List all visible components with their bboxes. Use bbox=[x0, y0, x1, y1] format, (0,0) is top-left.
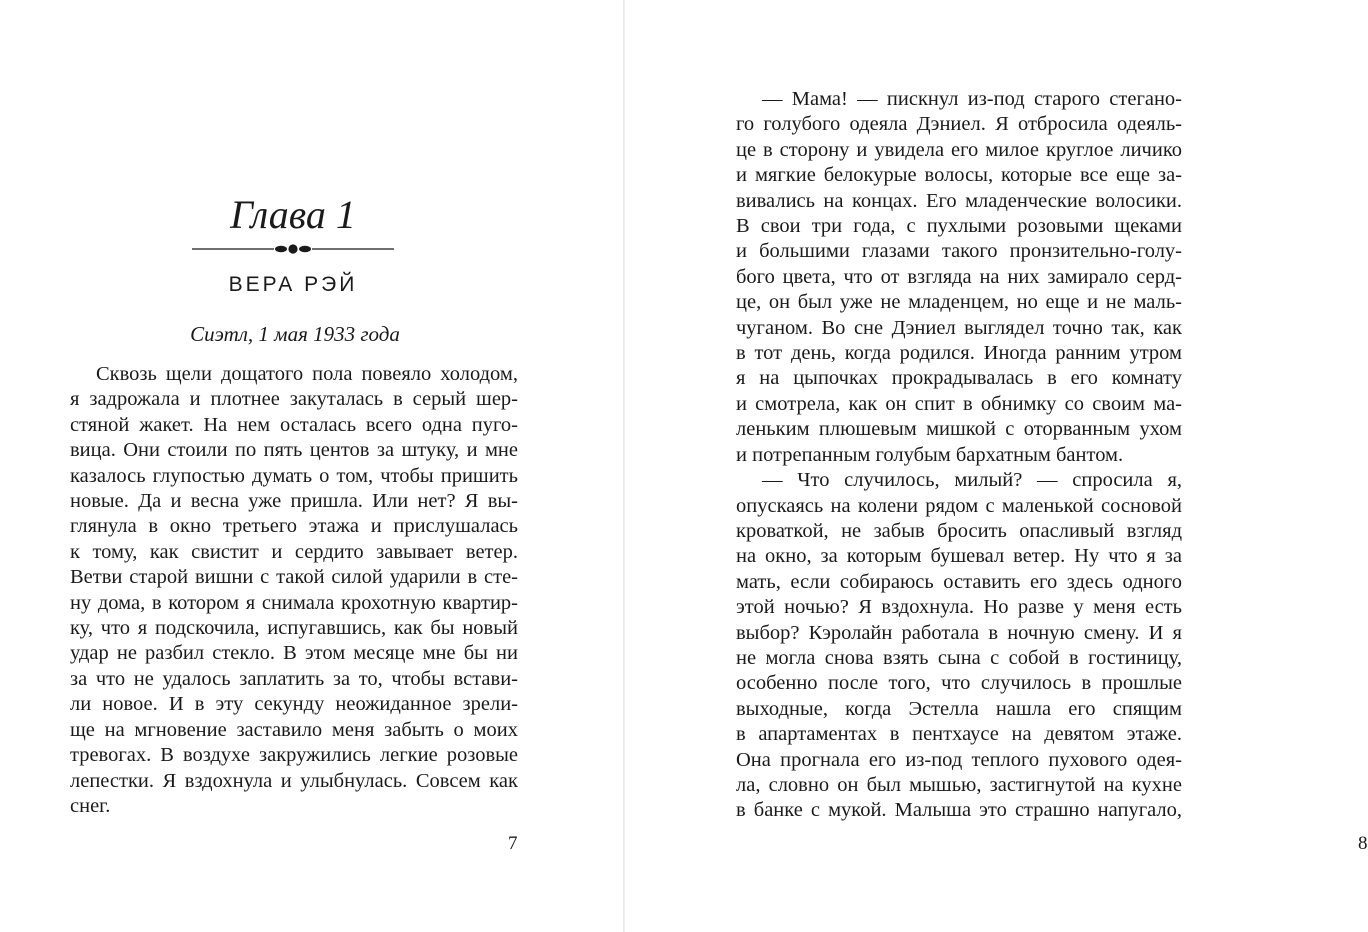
ornament-divider-icon bbox=[190, 240, 396, 258]
chapter-title: Глава 1 bbox=[230, 192, 356, 237]
left-body-text bbox=[70, 362, 518, 819]
text-line: ла, словно он был мышью, застигнутой на кухне bbox=[736, 773, 1182, 796]
text-line: и смотрела, как он спит в обнимку со своим ма- bbox=[736, 392, 1182, 415]
chapter-subtitle: ВЕРА РЭЙ bbox=[228, 273, 358, 296]
text-line: мать, если собираюсь оставить его здесь одного bbox=[736, 570, 1182, 593]
text-line: к тому, как свистит и сердито завывает ветер. bbox=[70, 540, 518, 563]
text-line: глянула в окно третьего этажа и прислушалась bbox=[70, 515, 518, 538]
text-line: го голубого одеяла Дэниел. Я отбросила одеяль- bbox=[736, 113, 1182, 136]
text-line: я задрожала и плотнее закуталась в серый шер- bbox=[70, 388, 518, 411]
text-line: выходные, когда Эстелла нашла его спящим bbox=[736, 697, 1182, 720]
text-line: в тот день, когда родился. Иногда ранним утром bbox=[736, 342, 1182, 365]
text-line: Ветви старой вишни с такой силой ударили в сте- bbox=[70, 566, 518, 589]
left-page bbox=[0, 0, 623, 932]
text-line: на окно, за которым бушевал ветер. Ну что я за bbox=[736, 545, 1182, 568]
text-line: ку, что я подскочила, испугавшись, как бы новый bbox=[70, 617, 518, 640]
text-line: за что не удалось заплатить за то, чтобы встави- bbox=[70, 667, 518, 690]
text-line: новые. Да и весна уже пришла. Или нет? Я вы- bbox=[70, 490, 518, 513]
text-line: особенно после того, что случилось в прошлые bbox=[736, 672, 1182, 695]
text-line: в апартаментах в пентхаусе на девятом этаже. bbox=[736, 723, 1182, 746]
place-date: Сиэтл, 1 мая 1933 года bbox=[190, 322, 400, 346]
text-line: кроваткой, не забыв бросить опасливый взгляд bbox=[736, 519, 1182, 542]
text-line: ну дома, в котором я снимала крохотную квартир- bbox=[70, 591, 518, 614]
text-line: вивались на концах. Его младенческие волосики. bbox=[736, 189, 1182, 212]
text-line: бого цвета, что от взгляда на них замирало серд- bbox=[736, 265, 1182, 288]
text-line: в банке с мукой. Малыша это страшно напугало, bbox=[736, 799, 1182, 822]
text-line: ще на мгновение заставило меня забыть о моих bbox=[70, 718, 518, 741]
text-line: чуганом. Во сне Дэниел выглядел точно так, как bbox=[736, 316, 1182, 339]
text-line: и большими глазами такого пронзительно-голу- bbox=[736, 240, 1182, 263]
text-line: тревогах. В воздухе закружились легкие розовые bbox=[70, 744, 518, 767]
text-line: выбор? Кэролайн работала в ночную смену. И я bbox=[736, 621, 1182, 644]
text-line: этой ночью? Я вздохнула. Но разве у меня есть bbox=[736, 596, 1182, 619]
text-line: ли новое. И в эту секунду неожиданное зрели- bbox=[70, 693, 518, 716]
text-line: — Мама! — пискнул из-под старого стегано- bbox=[762, 88, 1182, 110]
text-line: казалось глупостью думать о том, чтобы пришить bbox=[70, 464, 518, 487]
text-line: Она прогнала его из-под теплого пухового одея- bbox=[736, 748, 1182, 771]
text-line: удар не разбил стекло. В этом месяце мне бы ни bbox=[70, 642, 518, 665]
page-number: 8 bbox=[1358, 833, 1368, 854]
text-line: — Что случилось, милый? — спросила я, bbox=[762, 469, 1182, 492]
text-line: В свои три года, с пухлыми розовыми щеками bbox=[736, 215, 1182, 238]
text-line: я на цыпочках прокрадывалась в его комнату bbox=[736, 367, 1182, 390]
text-line: Сквозь щели дощатого пола повеяло холодом, bbox=[96, 363, 518, 385]
right-body-text bbox=[736, 87, 1182, 824]
text-line: лепестки. Я вздохнула и улыбнулась. Совсем как bbox=[70, 769, 518, 792]
text-line: леньким плюшевым мишкой с оторванным ухом bbox=[736, 418, 1182, 441]
text-line: снег. bbox=[70, 794, 111, 817]
text-line: вица. Они стоили по пять центов за штуку, и мне bbox=[70, 439, 518, 462]
text-line: стяной жакет. На нем осталась всего одна пуго- bbox=[70, 413, 518, 436]
text-line: це, он был уже не младенцем, но еще и не маль- bbox=[736, 291, 1182, 314]
text-line: опускаясь на колени рядом с маленькой сосновой bbox=[736, 494, 1182, 517]
text-line: и мягкие белокурые волосы, которые все еще за- bbox=[736, 164, 1182, 187]
text-line: и потрепанным голубым бархатным бантом. bbox=[736, 443, 1124, 466]
text-line: не могла снова взять сына с собой в гостиницу, bbox=[736, 646, 1182, 669]
page-number: 7 bbox=[508, 833, 518, 854]
text-line: це в сторону и увидела его милое круглое личико bbox=[736, 138, 1182, 161]
